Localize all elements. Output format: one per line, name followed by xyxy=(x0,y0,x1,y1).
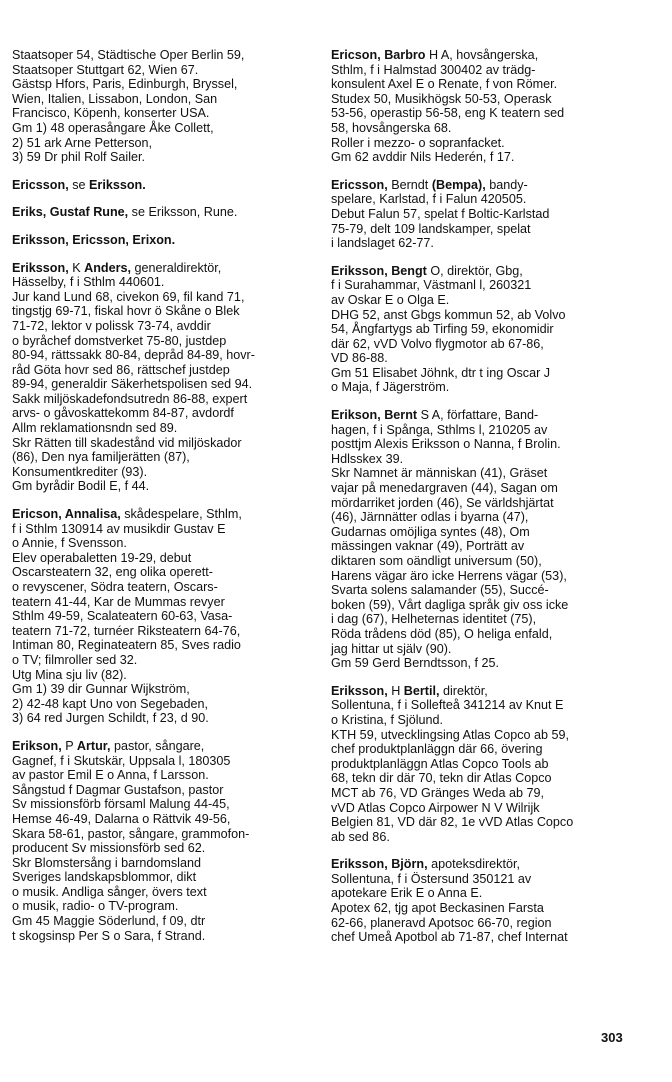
entry-text: Utg Mina sju liv (82). xyxy=(12,667,127,682)
entry-text: Gagnef, f i Skutskär, Uppsala l, 180305 xyxy=(12,753,231,768)
entry-line xyxy=(12,465,316,480)
entry-text: Hässelby, f i Sthlm 440601. xyxy=(12,275,165,290)
entry-line xyxy=(12,48,316,63)
entry-line xyxy=(12,624,316,639)
entry-line xyxy=(12,205,316,220)
entry-line xyxy=(331,771,653,786)
entry-line xyxy=(331,136,653,151)
entry-text: jag hittar ut själv (90). xyxy=(331,641,452,656)
entry-line xyxy=(331,264,653,279)
entry-text: produktplanläggn Atlas Copco Tools ab xyxy=(331,756,549,771)
entry-line xyxy=(331,656,653,671)
entry-name-bold: Bertil, xyxy=(403,683,440,698)
entry-text: MCT ab 76, VD Gränges Weda ab 79, xyxy=(331,785,545,800)
entry-name-bold: Erikson, Bernt xyxy=(331,408,418,423)
entry-text: Gm 45 Maggie Söderlund, f 09, dtr xyxy=(12,914,206,929)
directory-entry xyxy=(12,507,316,726)
entry-line xyxy=(331,872,653,887)
directory-entry xyxy=(12,739,316,943)
entry-line xyxy=(12,609,316,624)
entry-line xyxy=(12,77,316,92)
entry-text: f i Sthlm 130914 av musikdir Gustav E xyxy=(12,521,226,536)
entry-text: o TV; filmroller sed 32. xyxy=(12,652,138,667)
entry-line xyxy=(12,392,316,407)
entry-text: Wien, Italien, Lissabon, London, San xyxy=(12,91,218,106)
entry-line xyxy=(331,322,653,337)
entry-line xyxy=(331,466,653,481)
entry-line xyxy=(331,496,653,511)
entry-line xyxy=(12,319,316,334)
entry-line xyxy=(331,178,653,193)
entry-line xyxy=(12,261,316,276)
entry-text: chef Umeå Apotbol ab 71-87, chef Internat xyxy=(331,930,568,945)
entry-text: 3) 59 Dr phil Rolf Sailer. xyxy=(12,150,145,165)
entry-line xyxy=(331,612,653,627)
entry-name-bold: (Bempa), xyxy=(431,177,486,192)
entry-text: 58, hovsångerska 68. xyxy=(331,120,452,135)
entry-line xyxy=(12,841,316,856)
entry-text: S A, författare, Band- xyxy=(417,408,539,423)
entry-line xyxy=(12,812,316,827)
entry-text: boken (59), Vårt dagliga språk giv oss icke xyxy=(331,597,569,612)
entry-line xyxy=(331,366,653,381)
entry-line xyxy=(12,450,316,465)
entry-text: Gm 1) 39 dir Gunnar Wijkström, xyxy=(12,682,190,697)
entry-line xyxy=(331,48,653,63)
entry-text: chef produktplanläggn där 66, övering xyxy=(331,742,543,757)
entry-text: apotekare Erik E o Anna E. xyxy=(331,886,483,901)
entry-text: Skr Namnet är människan (41), Gräset xyxy=(331,466,548,481)
entry-text: av pastor Emil E o Anna, f Larsson. xyxy=(12,768,209,783)
directory-entry xyxy=(331,857,653,945)
entry-text: 2) 51 ark Arne Petterson, xyxy=(12,135,153,150)
entry-text: posttjm Alexis Eriksson o Nanna, f Brolin. xyxy=(331,437,561,452)
entry-name-bold: Eriksson, xyxy=(12,260,69,275)
directory-entry xyxy=(331,684,653,845)
entry-text: 2) 42-48 kapt Uno von Segebaden, xyxy=(12,696,209,711)
entry-text: av Oskar E o Olga E. xyxy=(331,292,450,307)
page-number: 303 xyxy=(601,1030,623,1045)
entry-text: Sthlm 49-59, Scalateatern 60-63, Vasa- xyxy=(12,609,233,624)
entry-text: producent Sv missionsförb sed 62. xyxy=(12,841,206,856)
entry-text: pastor, sångare, xyxy=(110,738,205,753)
entry-text: Gm 59 Gerd Berndtsson, f 25. xyxy=(331,656,499,671)
entry-line xyxy=(331,106,653,121)
entry-line xyxy=(331,786,653,801)
entry-text: 89-94, generaldir Säkerhetspolisen sed 94. xyxy=(12,377,253,392)
directory-entry xyxy=(12,205,316,220)
entry-line xyxy=(12,290,316,305)
entry-line xyxy=(12,233,316,248)
entry-line xyxy=(331,236,653,251)
directory-entry xyxy=(12,233,316,248)
entry-text: f i Surahammar, Västmanl l, 260321 xyxy=(331,278,532,293)
entry-text: konsulent Axel E o Renate, f von Römer. xyxy=(331,77,558,92)
entry-line xyxy=(12,421,316,436)
entry-text: Sollentuna, f i Östersund 350121 av xyxy=(331,871,532,886)
entry-text: Röda trådens död (85), O heliga enfald, xyxy=(331,626,553,641)
entry-text: 68, tekn dir där 70, tekn dir Atlas Copco xyxy=(331,771,552,786)
entry-name-bold: Eriksson. xyxy=(89,177,146,192)
entry-text: Sv missionsförb församl Malung 44-45, xyxy=(12,797,230,812)
entry-text: Hdlsskex 39. xyxy=(331,451,404,466)
entry-line xyxy=(331,278,653,293)
entry-text: arvs- o gåvoskattekomm 84-87, avdordf xyxy=(12,406,234,421)
entry-line xyxy=(331,337,653,352)
entry-line xyxy=(331,293,653,308)
entry-text: o byråchef domstverket 75-80, justdep xyxy=(12,333,227,348)
entry-text: se Eriksson, Rune. xyxy=(128,205,238,220)
entry-line xyxy=(12,697,316,712)
directory-entry xyxy=(331,264,653,395)
entry-text: teatern 41-44, Kar de Mummas revyer xyxy=(12,594,225,609)
entry-text: Roller i mezzo- o sopranfacket. xyxy=(331,135,505,150)
entry-text: vajar på menedargraven (44), Sagan om xyxy=(331,481,558,496)
entry-text: bandy- xyxy=(485,177,528,192)
entry-line xyxy=(331,916,653,931)
entry-line xyxy=(12,739,316,754)
entry-line xyxy=(331,192,653,207)
entry-line xyxy=(331,308,653,323)
entry-text: 62-66, planeravd Apotsoc 66-70, region xyxy=(331,915,552,930)
entry-line xyxy=(331,380,653,395)
entry-text: råd Göta hovr sed 86, rättschef justdep xyxy=(12,362,230,377)
entry-text: Staatsoper Stuttgart 62, Wien 67. xyxy=(12,62,199,77)
entry-line xyxy=(12,768,316,783)
entry-text: generaldirektör, xyxy=(131,260,222,275)
entry-text: Sthlm, f i Halmstad 300402 av trädg- xyxy=(331,62,536,77)
entry-line xyxy=(331,757,653,772)
entry-text: o revyscener, Södra teatern, Oscars- xyxy=(12,580,218,594)
entry-line xyxy=(331,627,653,642)
entry-line xyxy=(331,801,653,816)
entry-text: 71-72, lektor v polissk 73-74, avddir xyxy=(12,318,211,333)
entry-line xyxy=(12,929,316,944)
entry-text: Belgien 81, VD där 82, 1e vVD Atlas Copco xyxy=(331,815,574,830)
entry-line xyxy=(12,479,316,494)
entry-name-bold: Eriksson, Bengt xyxy=(331,263,427,278)
entry-text: apoteksdirektör, xyxy=(427,857,520,872)
entry-text: Sollentuna, f i Sollefteå 341214 av Knut E xyxy=(331,698,564,713)
entry-name-bold: Eriksson, xyxy=(331,683,388,698)
entry-text: direktör, xyxy=(439,683,488,698)
entry-text: ab sed 86. xyxy=(331,829,390,844)
entry-text: K xyxy=(68,260,85,275)
right-column xyxy=(331,48,653,958)
entry-text: 75-79, delt 109 landskamper, spelat xyxy=(331,221,531,236)
entry-line xyxy=(12,638,316,653)
entry-line xyxy=(12,136,316,151)
entry-name-bold: Ericsson, xyxy=(331,177,388,192)
entry-line xyxy=(12,377,316,392)
entry-line xyxy=(331,598,653,613)
entry-line xyxy=(12,178,316,193)
entry-text: t skogsinsp Per S o Sara, f Strand. xyxy=(12,928,206,943)
entry-line xyxy=(12,304,316,319)
entry-text: DHG 52, anst Gbgs kommun 52, ab Volvo xyxy=(331,307,566,322)
entry-line xyxy=(331,150,653,165)
entry-line xyxy=(331,583,653,598)
entry-text: O, direktör, Gbg, xyxy=(426,263,523,278)
entry-line xyxy=(12,150,316,165)
entry-text: H xyxy=(387,683,404,698)
directory-entry xyxy=(12,261,316,495)
entry-line xyxy=(12,63,316,78)
entry-line xyxy=(331,121,653,136)
directory-entry xyxy=(12,48,316,165)
entry-text: i landslaget 62-77. xyxy=(331,236,434,251)
entry-text: Gästsp Hfors, Paris, Edinburgh, Bryssel, xyxy=(12,77,238,92)
entry-line xyxy=(12,275,316,290)
entry-line xyxy=(12,121,316,136)
entry-line xyxy=(331,698,653,713)
entry-line xyxy=(12,797,316,812)
entry-line xyxy=(331,815,653,830)
entry-text: (46), Järnnätter odlas i byarna (47), xyxy=(331,510,529,525)
entry-text: 80-94, rättssakk 80-84, depråd 84-89, hovr- xyxy=(12,348,255,363)
entry-line xyxy=(331,481,653,496)
entry-text: 53-56, operastip 56-58, eng K teatern sed xyxy=(331,106,565,121)
entry-line xyxy=(331,713,653,728)
entry-text: mässingen vaknar (49), Porträtt av xyxy=(331,539,525,554)
entry-text: Berndt xyxy=(387,177,432,192)
entry-text: mördarriket jorden (46), Se världshjärtat xyxy=(331,495,554,510)
entry-line xyxy=(331,452,653,467)
entry-text: spelare, Karlstad, f i Falun 420505. xyxy=(331,192,527,207)
entry-line xyxy=(12,580,316,595)
entry-text: o Kristina, f Sjölund. xyxy=(331,712,444,727)
entry-text: Studex 50, Musikhögsk 50-53, Operask xyxy=(331,91,552,106)
entry-line xyxy=(12,436,316,451)
entry-text: hagen, f i Spånga, Sthlms l, 210205 av xyxy=(331,422,548,437)
entry-line xyxy=(12,914,316,929)
entry-text: Allm reklamationsndn sed 89. xyxy=(12,421,178,436)
entry-line xyxy=(331,207,653,222)
entry-text: 54, Ångfartygs ab Tirfing 59, ekonomidir xyxy=(331,322,554,337)
entry-text: Staatsoper 54, Städtische Oper Berlin 59, xyxy=(12,48,245,62)
entry-line xyxy=(12,783,316,798)
directory-entry xyxy=(331,48,653,165)
entry-line xyxy=(331,642,653,657)
entry-line xyxy=(12,682,316,697)
entry-text: o Maja, f Jägerström. xyxy=(331,380,450,395)
entry-line xyxy=(331,77,653,92)
entry-name-bold: Ericson, Barbro xyxy=(331,48,426,62)
entry-text: Gudarnas omöjliga syntes (48), Om xyxy=(331,524,530,539)
entry-text: i dag (67), Helheternas identitet (75), xyxy=(331,612,537,627)
entry-line xyxy=(331,930,653,945)
entry-text: Elev operabaletten 19-29, debut xyxy=(12,550,192,565)
entry-line xyxy=(331,830,653,845)
entry-text: Skr Blomstersång i barndomsland xyxy=(12,855,201,870)
entry-line xyxy=(12,856,316,871)
entry-text: Gm byrådir Bodil E, f 44. xyxy=(12,479,150,494)
entry-text: Harens vägar äro icke Herrens vägar (53), xyxy=(331,568,567,583)
entry-text: Skr Rätten till skadestånd vid miljöskador xyxy=(12,435,242,450)
entry-line xyxy=(12,363,316,378)
entry-line xyxy=(331,408,653,423)
entry-text: Jur kand Lund 68, civekon 69, fil kand 71, xyxy=(12,289,245,304)
entry-line xyxy=(12,885,316,900)
entry-text: (86), Den nya familjerätten (87), xyxy=(12,450,190,465)
entry-name-bold: Artur, xyxy=(76,738,111,753)
entry-text: Svarta solens salamander (55), Succé- xyxy=(331,583,549,598)
entry-name-bold: Eriksson, Ericsson, Erixon. xyxy=(12,232,176,247)
entry-line xyxy=(12,595,316,610)
entry-line xyxy=(331,684,653,699)
entry-line xyxy=(12,711,316,726)
entry-text: Sveriges landskapsblommor, dikt xyxy=(12,870,197,885)
entry-text: där 62, vVD Volvo flygmotor ab 67-86, xyxy=(331,336,544,351)
entry-text: o musik. Andliga sånger, övers text xyxy=(12,884,207,899)
entry-text: Gm 51 Elisabet Jöhnk, dtr t ing Oscar J xyxy=(331,365,551,380)
directory-entry xyxy=(331,408,653,671)
entry-text: skådespelare, Sthlm, xyxy=(120,507,242,522)
entry-line xyxy=(331,554,653,569)
entry-text: tingstjg 69-71, fiskal hovr ö Skåne o Blek xyxy=(12,304,240,319)
entry-text: se xyxy=(68,177,90,192)
entry-text: H A, hovsångerska, xyxy=(425,48,539,62)
entry-text: Gm 1) 48 operasångare Åke Collett, xyxy=(12,120,214,135)
entry-text: KTH 59, utvecklingsing Atlas Copco ab 59, xyxy=(331,727,570,742)
entry-text: VD 86-88. xyxy=(331,351,388,366)
entry-text: Intiman 80, Reginateatern 85, Sves radio xyxy=(12,638,241,653)
entry-line xyxy=(331,539,653,554)
entry-line xyxy=(12,754,316,769)
entry-text: Debut Falun 57, spelat f Boltic-Karlstad xyxy=(331,206,550,221)
entry-line xyxy=(12,827,316,842)
entry-text: 3) 64 red Jurgen Schildt, f 23, d 90. xyxy=(12,711,209,726)
entry-text: Skara 58-61, pastor, sångare, grammofon- xyxy=(12,826,250,841)
entry-text: vVD Atlas Copco Airpower N V Wilrijk xyxy=(331,800,540,815)
entry-text: Oscarsteatern 32, eng olika operett- xyxy=(12,565,213,580)
entry-line xyxy=(331,857,653,872)
entry-line xyxy=(331,423,653,438)
entry-line xyxy=(331,525,653,540)
entry-line xyxy=(12,406,316,421)
entry-line xyxy=(331,569,653,584)
entry-line xyxy=(331,222,653,237)
entry-text: Apotex 62, tjg apot Beckasinen Farsta xyxy=(331,901,544,916)
entry-text: o musik, radio- o TV-program. xyxy=(12,899,179,914)
directory-entry xyxy=(331,178,653,251)
entry-line xyxy=(12,565,316,580)
directory-entry xyxy=(12,178,316,193)
entry-line xyxy=(331,886,653,901)
entry-line xyxy=(12,507,316,522)
entry-line xyxy=(331,510,653,525)
entry-line xyxy=(12,92,316,107)
entry-text: P xyxy=(61,738,77,753)
entry-line xyxy=(12,348,316,363)
entry-line xyxy=(331,742,653,757)
entry-name-bold: Ericson, Annalisa, xyxy=(12,507,121,522)
entry-line xyxy=(12,870,316,885)
entry-line xyxy=(12,899,316,914)
entry-name-bold: Erikson, xyxy=(12,738,62,753)
entry-text: teatern 71-72, turnéer Riksteatern 64-76, xyxy=(12,623,241,638)
left-column xyxy=(12,48,316,956)
entry-name-bold: Eriksson, Björn, xyxy=(331,857,428,872)
entry-name-bold: Anders, xyxy=(84,260,131,275)
entry-line xyxy=(331,728,653,743)
entry-text: Konsumentkrediter (93). xyxy=(12,464,148,479)
entry-text: Sakk miljöskadefondsutredn 86-88, expert xyxy=(12,391,248,406)
entry-name-bold: Ericsson, xyxy=(12,177,69,192)
entry-line xyxy=(331,901,653,916)
entry-line xyxy=(331,92,653,107)
entry-name-bold: Eriks, Gustaf Rune, xyxy=(12,205,129,220)
entry-line xyxy=(12,668,316,683)
entry-text: Francisco, Köpenh, konserter USA. xyxy=(12,106,210,121)
entry-text: Sångstud f Dagmar Gustafson, pastor xyxy=(12,782,224,797)
entry-line xyxy=(331,63,653,78)
entry-line xyxy=(12,551,316,566)
entry-line xyxy=(12,334,316,349)
entry-line xyxy=(331,437,653,452)
entry-text: diktaren som oändligt universum (50), xyxy=(331,554,542,568)
entry-line xyxy=(12,536,316,551)
entry-text: Hemse 46-49, Dalarna o Rättvik 49-56, xyxy=(12,811,231,826)
entry-line xyxy=(331,351,653,366)
entry-text: o Annie, f Svensson. xyxy=(12,536,127,551)
entry-text: Gm 62 avddir Nils Hederén, f 17. xyxy=(331,150,515,165)
entry-line xyxy=(12,106,316,121)
entry-line xyxy=(12,522,316,537)
entry-line xyxy=(12,653,316,668)
